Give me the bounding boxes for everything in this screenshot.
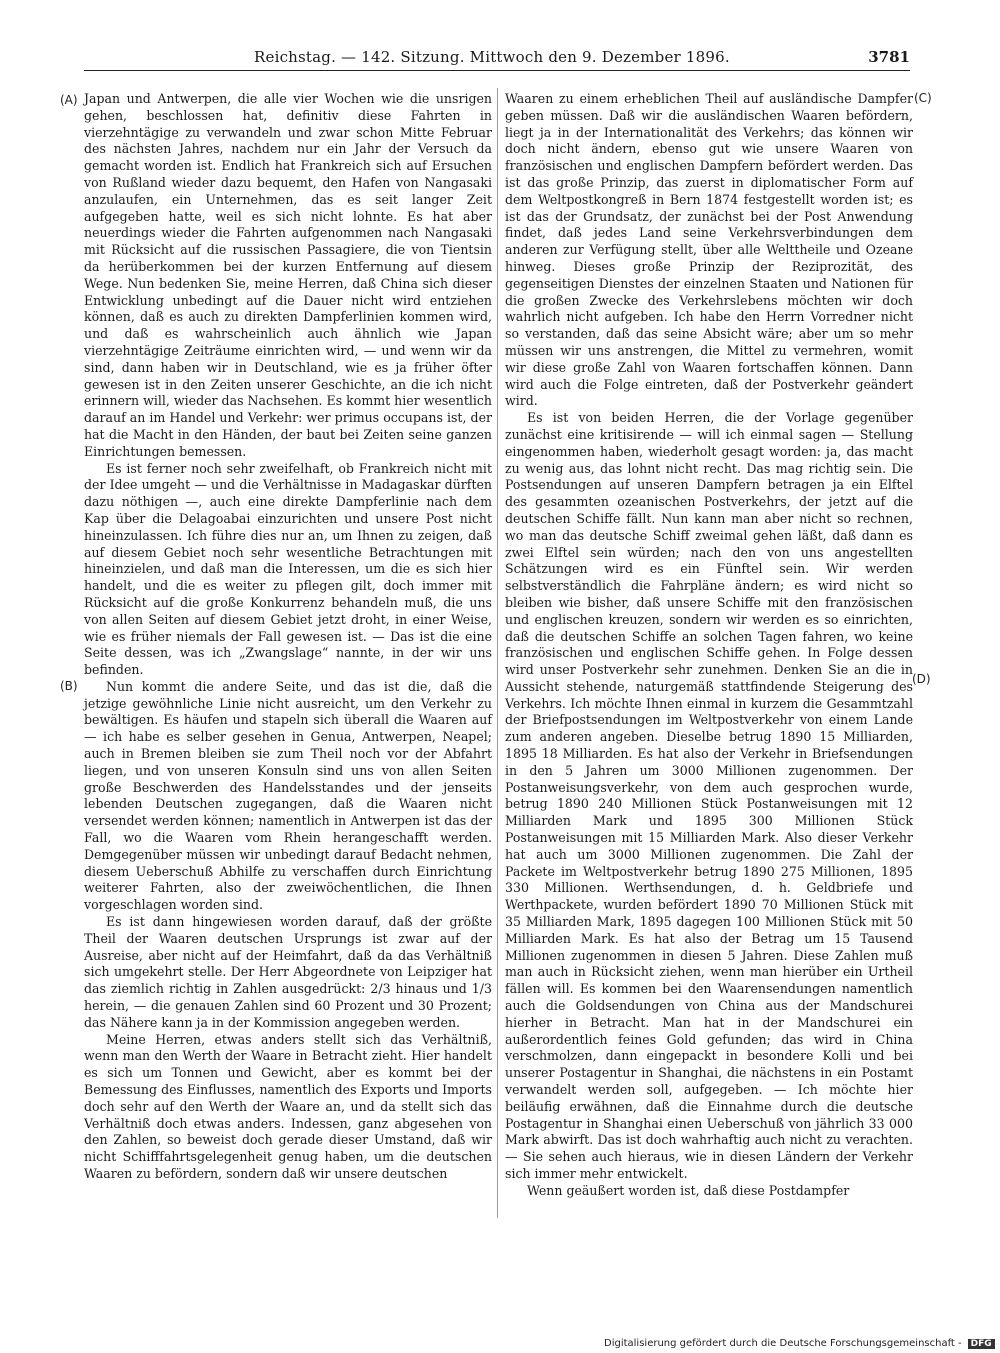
right-column — [505, 91, 913, 1200]
right-paragraph-2: Es ist von beiden Herren, die der Vorlage gegenüber zunächst eine kritisirende — will ich einmal sagen — Stellung eingenommen haben, wiederholt gesagt worden: ja, das macht zu wenig aus, das lohnt nicht recht. Das mag richtig sein. Die Postsendungen auf unseren Dampfern betragen ja ein Elftel des gesammten ozeanischen Postverkehrs, der jetzt auf die deutschen Schiffe fällt. Nun kann man aber nicht so rechnen, wo man das deutsche Schiff zweimal gehen läßt, daß dann es zwei Elftel sein würden; nach den von uns angestellten Schätzungen wird es ein Fünftel sein. Wir werden selbstverständlich die Fahrpläne ändern; es wird nicht so bleiben wie bisher, daß unsere Schiffe mit den französischen und englischen kreuzen, sondern wir werden es so einrichten, daß die deutschen Schiffe an solchen Tagen fahren, wo keine französischen und englischen Schiffe gehen. In Folge dessen wird unser Postverkehr sehr zunehmen. Denken Sie an die in Aussicht stehende, naturgemäß stattfindende Steigerung des Verkehrs. Ich möchte Ihnen einmal in kurzem die Gesammtzahl der Briefpostsendungen im Weltpostverkehr von einem Lande zum anderen angeben. Dieselbe betrug 1890 15 Milliarden, 1895 18 Milliarden. Es hat also der Verkehr in Briefsendungen in den 5 Jahren um 3000 Millionen zugenommen. Der Postanweisungsverkehr, von dem auch gesprochen wurde, betrug 1890 240 Millionen Stück Postanweisungen mit 12 Milliarden Mark und 1895 300 Millionen Stück Postanweisungen mit 15 Milliarden Mark. Also dieser Verkehr hat auch um 3000 Millionen zugenommen. Die Zahl der Packete im Weltpostverkehr betrug 1890 275 Millionen, 1895 330 Millionen. Werthsendungen, d. h. Geldbriefe und Werthpackete, wurden befördert 1890 70 Millionen Stück mit 35 Milliarden Mark, 1895 dagegen 100 Millionen Stück mit 50 Milliarden Mark. Es hat also der Betrag um 15 Tausend Millionen zugenommen in diesen 5 Jahren. Diese Zahlen muß man auch in Rücksicht ziehen, wenn man hierüber ein Urtheil fällen will. Es kommen bei den Waarensendungen namentlich auch die Goldsendungen von China aus der Mandschurei hierher in Betracht. Man hat in der Mandschurei ein außerordentlich feines Gold gefunden; das wird in China verschmolzen, dann eingepackt in besondere Kolli und bei unserer Postagentur in Shanghai, die nächstens in ein Postamt verwandelt werden soll, aufgegeben. — Ich möchte hier beiläufig erwähnen, daß die Einnahme durch die deutsche Postagentur in Shanghai einen Ueberschuß von jährlich 33 000 Mark abwirft. Das ist doch wahrhaftig auch nicht zu verachten. — Sie sehen auch hieraus, wie in diesen Ländern der Verkehr sich immer mehr entwickelt. — [505, 410, 913, 1181]
running-header — [84, 48, 910, 71]
margin-marker-c: (C) — [914, 91, 932, 105]
digitization-footer — [604, 1338, 995, 1349]
margin-marker-d: (D) — [912, 672, 931, 686]
left-paragraph-4: Es ist dann hingewiesen worden darauf, daß der größte Theil der Waaren deutschen Ursprungs ist zwar auf der Ausreise, aber nicht auf der Heimfahrt, daß da das Verhältniß sich umgekehrt stelle. Der Herr Abgeordnete von Leipziger hat das ziemlich richtig in Zahlen ausgedrückt: 2/3 hinaus und 1/3 herein, — die genauen Zahlen sind 60 Prozent und 30 Prozent; das Nähere kann ja in der Kommission angegeben werden. — [84, 914, 492, 1030]
right-paragraph-1: Waaren zu einem erheblichen Theil auf ausländische Dampfer geben müssen. Daß wir die ausländischen Waaren befördern, liegt ja in der Internationalität des Verkehrs; das können wir doch nicht ändern, ebenso gut wie unsere Waaren von französischen und englischen Dampfern befördert werden. Das ist das große Prinzip, das zuerst in diplomatischer Form auf dem Weltpostkongreß in Bern 1874 festgestellt worden ist; es ist das der Grundsatz, der zunächst bei der Post Anwendung findet, daß jedes Land seine Verkehrsverbindungen dem anderen zur Verfügung stellt, über alle Welttheile und Ozeane hinweg. Dieses große Prinzip der Reziprozität, des gegenseitigen Dienstes der einzelnen Staaten und Nationen für die großen Zwecke des Verkehrslebens möchten wir doch wahrlich nicht aufgeben. Ich habe den Herrn Vorredner nicht so verstanden, daß das seine Absicht wäre; aber um so mehr müssen wir uns anstrengen, die Mittel zu vermehren, womit wir diese große Zahl von Waaren fortschaffen können. Dann wird auch die Folge eintreten, daß der Postverkehr geändert wird. — [505, 91, 913, 409]
left-paragraph-2: Es ist ferner noch sehr zweifelhaft, ob Frankreich nicht mit der Idee umgeht — und die Verhältnisse in Madagaskar dürften dazu nöthigen —, auch eine direkte Dampferlinie nach dem Kap über die Delagoabai einzurichten und unsere Post nicht hineinzulassen. Ich führe dies nur an, um Ihnen zu zeigen, daß auf diesem Gebiet noch sehr wesentliche Betrachtungen mit hineinzielen, und daß man die Interessen, um die es sich hier handelt, und die es weiter zu pflegen gilt, doch immer mit Rücksicht auf die große Konkurrenz behandeln muß, die uns von allen Seiten auf diesem Gebiet jetzt droht, in einer Weise, wie es früher niemals der Fall gewesen ist. — Das ist die eine Seite dessen, was ich „Zwangslage“ nannte, in der wir uns befinden. — [84, 460, 492, 678]
dfg-logo: DFG — [968, 1339, 995, 1349]
right-paragraph-3: Wenn geäußert worden ist, daß diese Postdampfer — [527, 1182, 850, 1198]
page-number: 3781 — [868, 48, 910, 66]
left-paragraph-3: Nun kommt die andere Seite, und das ist die, daß die jetzige gewöhnliche Linie nicht ausreicht, um den Verkehr zu bewältigen. Es häufen und stapeln sich überall die Waaren auf — ich habe es selber gesehen in Genua, Antwerpen, Neapel; auch in Bremen bleiben sie zum Theil noch vor der Abfahrt liegen, und von unseren Konsuln sind uns von allen Seiten große Beschwerden des Handelsstandes und der jenseits lebenden Deutschen zugegangen, daß die Waaren nicht versendet werden können; namentlich in Antwerpen ist das der Fall, wo die Waaren vom Rhein herangeschafft werden. Demgegenüber müssen wir unbedingt darauf Bedacht nehmen, diesem Ueberschuß Abhilfe zu verschaffen durch Einrichtung weiterer Fahrten, also der zweiwöchentlichen, die Ihnen vorgeschlagen worden sind. — [84, 678, 492, 913]
column-divider — [497, 88, 498, 1218]
margin-marker-a: (A) — [60, 93, 78, 107]
footer-text: Digitalisierung gefördert durch die Deutsche Forschungsgemeinschaft - — [604, 1338, 962, 1349]
margin-marker-b: (B) — [60, 679, 78, 693]
left-paragraph-1: Japan und Antwerpen, die alle vier Wochen wie die unsrigen gehen, beschlossen hat, definitiv diese Fahrten in vierzehntägige zu verwandeln und zwar schon Mitte Februar des nächsten Jahres, nachdem nur ein Jahr der Versuch da gemacht worden ist. Endlich hat Frankreich sich auf Ersuchen von Rußland wieder dazu bequemt, den Hafen von Nangasaki anzulaufen, ein Unternehmen, das es seit langer Zeit aufgegeben hatte, weil es sich nicht lohnte. Es hat aber neuerdings wieder die Fahrten aufgenommen nach Nangasaki mit Rücksicht auf die russischen Passagiere, die von Tientsin da herüberkommen bei der kurzen Entfernung auf diesem Wege. Nun bedenken Sie, meine Herren, daß China sich dieser Entwicklung unbedingt auf die Dauer nicht wird entziehen können, daß es auch zu direkten Dampferlinien kommen wird, und daß es wahrscheinlich auch ähnlich wie Japan vierzehntägige Zeiträume einrichten wird, — und wenn wir da sind, dann haben wir in Deutschland, wie es ja früher öfter gewesen ist in den Zeiten unserer Geschichte, an die ich nicht erinnern will, wieder das Nachsehen. Es kommt hier wesentlich darauf an im Handel und Verkehr: wer primus occupans ist, der hat die Macht in den Händen, der baut bei Zeiten seine ganzen Einrichtungen bemessen. — [84, 91, 492, 459]
left-column — [84, 91, 492, 1183]
header-title: Reichstag. — 142. Sitzung. Mittwoch den 9. Dezember 1896. — [254, 48, 730, 66]
left-paragraph-5: Meine Herren, etwas anders stellt sich das Verhältniß, wenn man den Werth der Waare in Betracht zieht. Hier handelt es sich um Tonnen und Gewicht, aber es kommt bei der Bemessung des Einflusses, namentlich des Exports und Imports doch sehr auf den Werth der Waare an, und da stellt sich das Verhältniß doch etwas anders. Indessen, ganz abgesehen von den Zahlen, so beweist doch gerade dieser Umstand, daß wir nicht Schifffahrtsgelegenheit genug haben, um die deutschen Waaren zu befördern, sondern daß wir unsere deutschen — [84, 1031, 492, 1181]
